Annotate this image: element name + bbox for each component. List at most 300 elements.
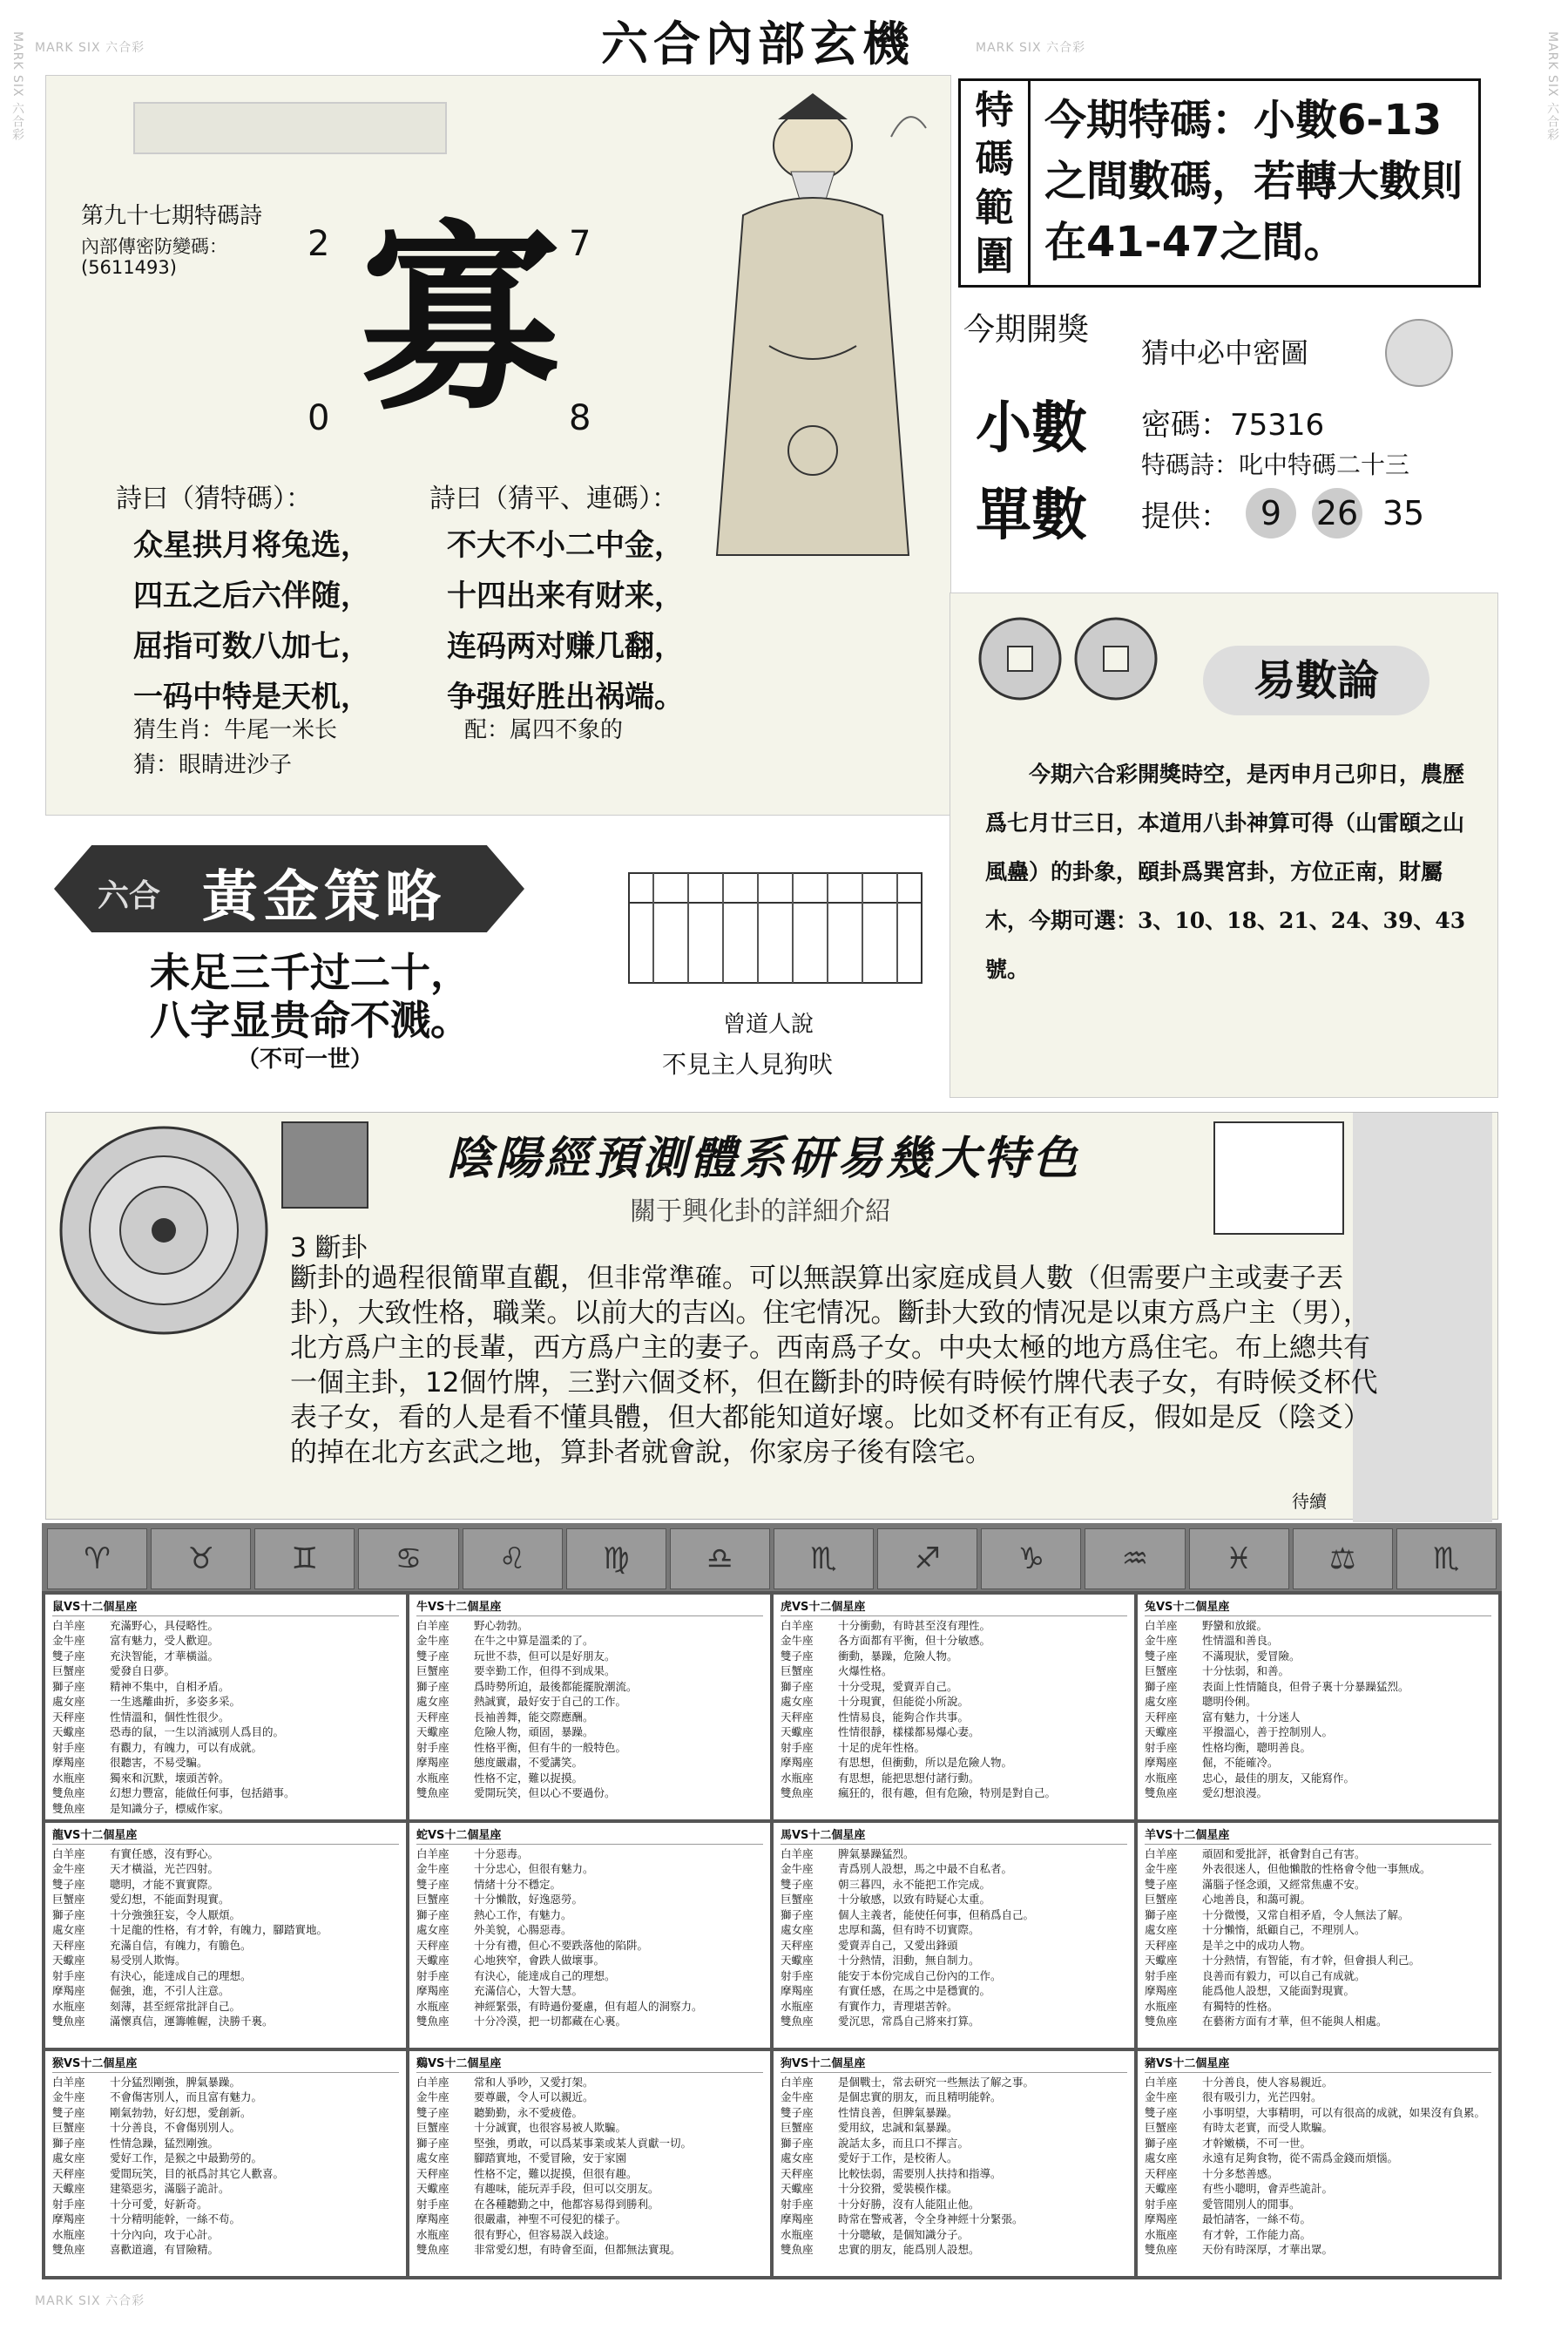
sign-text: 外美貌，心腸惡毒。 [474, 1923, 572, 1936]
sign-row [52, 2120, 399, 2136]
label-char: 圍 [975, 234, 1014, 279]
sign-name: 巨蟹座 [416, 1893, 449, 1906]
sign-row [416, 1861, 763, 1877]
sign-name: 天秤座 [416, 1710, 449, 1724]
sign-name: 摩羯座 [781, 1756, 814, 1769]
sign-name: 處女座 [52, 1923, 85, 1936]
sign-name: 射手座 [781, 1740, 814, 1754]
sign-name: 雙子座 [781, 1877, 814, 1891]
poem-panel [45, 75, 951, 816]
sign-name: 摩羯座 [1145, 1756, 1178, 1769]
sign-text: 充滿信心，大智大慧。 [474, 1984, 584, 1997]
sign-name: 天秤座 [781, 2166, 814, 2180]
sign-text: 神經緊張，有時過份憂慮，但有超人的洞察力。 [474, 1999, 703, 2013]
zodiac-cell [774, 2051, 1134, 2276]
sign-name: 白羊座 [52, 1846, 85, 1860]
sign-name: 雙魚座 [1145, 1786, 1178, 1799]
sign-name: 獅子座 [416, 1907, 449, 1921]
guess-zodiac: 猜生肖：牛尾一米长 [133, 717, 338, 743]
coins-icon [968, 602, 1194, 715]
provide-label: 提供： [1141, 498, 1230, 534]
sign-name: 獅子座 [416, 2136, 449, 2150]
sign-row [52, 1755, 399, 1771]
sign-text: 性情溫和善良。 [1202, 1634, 1279, 1647]
sign-name: 天秤座 [52, 1710, 85, 1724]
zodiac-cell [409, 2051, 770, 2276]
sign-name: 天蠍座 [1145, 1954, 1178, 1967]
sign-text: 十分微慢，又常自相矛盾，令人無法了解。 [1202, 1907, 1409, 1921]
sign-name: 獅子座 [52, 1679, 85, 1693]
sign-text: 良善而有毅力，可以自己有成就。 [1202, 1968, 1366, 1982]
sign-name: 金牛座 [416, 1634, 449, 1647]
sign-text: 十分受現，愛賣弄自己。 [838, 1679, 958, 1693]
sign-name: 天蠍座 [52, 1725, 85, 1738]
left-poem-heading: 詩曰（猜特碼）： [116, 484, 312, 514]
sign-name: 天秤座 [416, 2166, 449, 2180]
sign-text: 在各種聽勤之中，他都容易得到勝利。 [474, 2197, 659, 2211]
left-poem-line: 众星拱月将兔选， [133, 528, 370, 563]
sign-text: 天份有時深厚，才華出眾。 [1202, 2243, 1334, 2256]
sign-text: 十分多愁善感。 [1202, 2166, 1279, 2180]
sign-name: 雙魚座 [52, 1801, 85, 1815]
sign-row [416, 1710, 763, 1725]
sign-text: 愛沉思，常爲自己將來打算。 [838, 2015, 980, 2028]
left-poem-line: 一码中特是天机， [133, 680, 370, 715]
sign-text: 愛好于工作，是校術人。 [838, 2151, 958, 2164]
sign-row [1145, 2197, 1491, 2212]
sign-row [781, 1710, 1127, 1725]
number-ball: 26 [1312, 488, 1362, 538]
sign-row [416, 2120, 763, 2136]
sign-row [781, 2136, 1127, 2151]
sign-name: 射手座 [1145, 2197, 1178, 2211]
sign-row [1145, 2181, 1491, 2197]
right-poem-line: 争强好胜出祸端。 [447, 680, 684, 715]
sign-text: 情緒十分不穩定。 [474, 1877, 562, 1891]
right-poem-line: 不大不小二中金， [447, 528, 684, 563]
sign-name: 獅子座 [1145, 1679, 1178, 1693]
sign-text: 充決智能，才華橫溢。 [110, 1649, 220, 1663]
sign-text: 愛發自日夢。 [110, 1664, 176, 1677]
gold-line-3: （不可一世） [237, 1046, 374, 1073]
sign-row [52, 1938, 399, 1954]
sign-name: 天蠍座 [781, 1725, 814, 1738]
sign-row [52, 1983, 399, 1999]
sign-text: 不會傷害別人，而且富有魅力。 [110, 2090, 263, 2103]
sign-row [52, 1877, 399, 1893]
sign-name: 巨蟹座 [781, 1893, 814, 1906]
sign-row [781, 2227, 1127, 2243]
sign-name: 水瓶座 [781, 1771, 814, 1785]
cell-title: 龍VS十二個星座 [52, 1828, 399, 1845]
sign-name: 天蠍座 [1145, 2182, 1178, 2195]
gold-panel [45, 845, 533, 1080]
sign-row [416, 1892, 763, 1907]
sign-row [52, 1968, 399, 1984]
sign-text: 喜歡道適，有冒險精。 [110, 2243, 220, 2256]
feature-panel [45, 1112, 1498, 1520]
sign-name: 巨蟹座 [52, 1664, 85, 1677]
sign-text: 十分敏感，以致有時疑心太重。 [838, 1893, 991, 1906]
sign-row [781, 1618, 1127, 1634]
sign-name: 雙子座 [781, 2105, 814, 2119]
odd-even-label: 單數 [976, 483, 1087, 548]
sign-row [781, 1999, 1127, 2015]
sign-text: 有實作力，青理堪苦幹。 [838, 1999, 958, 2013]
tiger-icon: ♊ [254, 1528, 355, 1589]
guess-extra: 猜：眼睛进沙子 [133, 752, 293, 778]
watermark-top-left: MARK SIX 六合彩 [35, 41, 145, 55]
sign-name: 處女座 [416, 2151, 449, 2164]
sign-name: 處女座 [781, 1923, 814, 1936]
sign-text: 熱心工作，有魅力。 [474, 1907, 572, 1921]
sign-name: 處女座 [52, 2151, 85, 2164]
secret-label: 內部傳密防變碼： [81, 236, 227, 257]
sign-text: 有思想，但衝動，所以是危險人物。 [838, 1756, 1013, 1769]
sign-name: 天蠍座 [781, 1954, 814, 1967]
sign-row [416, 1724, 763, 1740]
sign-name: 巨蟹座 [1145, 1664, 1178, 1677]
rabbit-icon: ♋ [358, 1528, 458, 1589]
sign-row [416, 2211, 763, 2227]
sign-row [416, 2105, 763, 2121]
sign-name: 白羊座 [416, 1846, 449, 1860]
sign-name: 天蠍座 [416, 1725, 449, 1738]
sign-name: 射手座 [52, 1740, 85, 1754]
sign-name: 金牛座 [416, 1862, 449, 1875]
saying-panel [610, 871, 941, 1080]
sign-text: 堅強，勇敢，可以爲某事業或某人貢獻一切。 [474, 2136, 693, 2150]
sign-text: 瘋狂的，很有趣，但有危險，特別是對自己。 [838, 1786, 1057, 1799]
sign-row [416, 2151, 763, 2166]
sign-name: 射手座 [781, 1968, 814, 1982]
sign-row [52, 1953, 399, 1968]
sign-row [416, 2075, 763, 2090]
sign-text: 很嚴肅，神聖不可侵犯的樣子。 [474, 2212, 627, 2225]
sign-text: 很有野心，但容易誤入歧途。 [474, 2227, 616, 2241]
sign-text: 性情很靜，樣樣都易爆心妻。 [838, 1725, 980, 1738]
sign-name: 摩羯座 [1145, 2212, 1178, 2225]
sign-text: 表面上性情隨良，但骨子裏十分暴躁猛烈。 [1202, 1679, 1409, 1693]
sign-text: 十分精明能幹，一絲不苟。 [110, 2212, 241, 2225]
sign-row [416, 2090, 763, 2105]
sign-name: 金牛座 [52, 2090, 85, 2103]
sign-text: 十分惡毒。 [474, 1846, 529, 1860]
sign-text: 愛賣弄自己，又愛出鋒頭 [838, 1938, 958, 1952]
poem-row [1141, 446, 1409, 481]
sign-name: 白羊座 [1145, 2075, 1178, 2089]
cell-title: 鷄VS十二個星座 [416, 2056, 763, 2073]
sign-name: 雙子座 [52, 2105, 85, 2119]
sign-name: 水瓶座 [52, 1999, 85, 2013]
sign-row [416, 1663, 763, 1679]
sign-text: 是知識分子，標威作家。 [110, 1801, 230, 1815]
sign-row [52, 2075, 399, 2090]
sign-text: 充滿自信，有魄力，有膽色。 [110, 1938, 252, 1952]
zodiac-cell [1138, 1823, 1498, 2048]
sign-text: 一生逃離曲折，多姿多采。 [110, 1695, 241, 1708]
sign-text: 是個戰士，常去研究一些無法了解之事。 [838, 2075, 1035, 2089]
sign-text: 滿懷真信，運籌帷幄，決勝千裏。 [110, 2015, 274, 2028]
sign-text: 十分內向，攻于心計。 [110, 2227, 220, 2241]
guess-title: 猜中必中密圖 [1141, 336, 1309, 369]
sign-text: 性格不定，難以捉摸，但很有趣。 [474, 2166, 638, 2180]
gold-title: 黃金策略 [202, 864, 446, 930]
abacus-image [627, 871, 923, 985]
cell-title: 兔VS十二個星座 [1145, 1600, 1491, 1616]
sign-row [1145, 2105, 1491, 2121]
zodiac-cell [45, 2051, 406, 2276]
sign-text: 十分有禮，但心不要跌落他的陷阱。 [474, 1938, 649, 1952]
sign-row [1145, 1785, 1491, 1801]
sign-text: 十分聰敏，是個知識分子。 [838, 2227, 970, 2241]
sign-name: 巨蟹座 [416, 2121, 449, 2134]
sign-name: 獅子座 [781, 1679, 814, 1693]
poem-value: 叱中特碼二十三 [1239, 450, 1410, 479]
sign-name: 雙魚座 [1145, 2015, 1178, 2028]
sign-name: 天蠍座 [52, 1954, 85, 1967]
sign-name: 白羊座 [416, 1618, 449, 1632]
sign-name: 摩羯座 [416, 1756, 449, 1769]
solar-diagram-image [1213, 1121, 1344, 1235]
sign-name: 射手座 [1145, 1968, 1178, 1982]
sign-name: 天蠍座 [416, 1954, 449, 1967]
sign-name: 雙魚座 [781, 1786, 814, 1799]
sign-name: 水瓶座 [781, 2227, 814, 2241]
sign-row [52, 1907, 399, 1923]
sign-row [52, 1771, 399, 1786]
sign-text: 心地狹窄，會跌人做壞事。 [474, 1954, 605, 1967]
sign-text: 野心勃勃。 [474, 1618, 529, 1632]
sign-name: 雙魚座 [416, 1786, 449, 1799]
watermark-top-right: MARK SIX 六合彩 [976, 41, 1086, 55]
sign-name: 白羊座 [781, 1618, 814, 1632]
sign-name: 摩羯座 [1145, 1984, 1178, 1997]
cell-title: 狗VS十二個星座 [781, 2056, 1127, 2073]
sign-row [1145, 1861, 1491, 1877]
sign-row [52, 1861, 399, 1877]
sign-name: 白羊座 [781, 2075, 814, 2089]
sign-text: 倔強，進，不引人注意。 [110, 1984, 230, 1997]
sign-row [416, 2166, 763, 2182]
sign-row [781, 1724, 1127, 1740]
sign-name: 水瓶座 [416, 1999, 449, 2013]
sign-name: 摩羯座 [52, 1984, 85, 1997]
sign-row [416, 1938, 763, 1954]
cell-title: 羊VS十二個星座 [1145, 1828, 1491, 1845]
sign-row [416, 1907, 763, 1923]
sign-text: 天才橫溢，光芒四射。 [110, 1862, 220, 1875]
sign-row [781, 1983, 1127, 1999]
watermark-left: MARK SIX 六合彩 [10, 31, 24, 142]
rooster-icon: ♑ [981, 1528, 1081, 1589]
sign-text: 恐毒的鼠，一生以消滅別人爲目的。 [110, 1725, 285, 1738]
sign-text: 充滿野心，具侵略性。 [110, 1618, 220, 1632]
sign-name: 獅子座 [52, 1907, 85, 1921]
sign-row [781, 2014, 1127, 2029]
sign-row [1145, 1968, 1491, 1984]
dragon-icon: ♌ [463, 1528, 563, 1589]
sign-text: 性情急躁，猛烈剛強。 [110, 2136, 220, 2150]
sign-row [1145, 2090, 1491, 2105]
sign-name: 天蠍座 [416, 2182, 449, 2195]
banner-graphic [133, 102, 447, 154]
sign-row [1145, 2151, 1491, 2166]
sign-text: 性情易良，能夠合作共事。 [838, 1710, 970, 1724]
sign-name: 金牛座 [781, 1862, 814, 1875]
scorpion-icon: ♏ [1396, 1528, 1497, 1589]
sign-row [1145, 1846, 1491, 1862]
special-range-label [961, 81, 1031, 285]
feature-section: 3 斷卦 [290, 1233, 368, 1263]
sign-text: 易受別人欺悔。 [110, 1954, 186, 1967]
sign-row [1145, 1649, 1491, 1664]
sign-name: 雙魚座 [416, 2015, 449, 2028]
sign-name: 白羊座 [52, 1618, 85, 1632]
sign-name: 巨蟹座 [781, 1664, 814, 1677]
cell-title: 猴VS十二個星座 [52, 2056, 399, 2073]
sign-name: 金牛座 [416, 2090, 449, 2103]
sign-name: 雙魚座 [52, 2243, 85, 2256]
special-range-text: 今期特碼：小數6-13之間數碼，若轉大數則在41-47之間。 [1044, 96, 1463, 267]
right-poem [447, 520, 684, 722]
sign-row [416, 1755, 763, 1771]
sign-name: 射手座 [52, 1968, 85, 1982]
right-poem-heading: 詩曰（猜平、連碼）： [429, 484, 678, 514]
sign-name: 金牛座 [781, 1634, 814, 1647]
sign-name: 射手座 [416, 1968, 449, 1982]
sign-row [1145, 2120, 1491, 2136]
cell-title: 牛VS十二個星座 [416, 1600, 763, 1616]
monkey-icon: ♐ [877, 1528, 977, 1589]
sign-text: 十分強強狂妄，令人厭煩。 [110, 1907, 241, 1921]
sign-text: 有決心，能達成自己的理想。 [110, 1968, 252, 1982]
sign-text: 心地善良，和藹可親。 [1202, 1893, 1312, 1906]
big-small-label: 小數 [976, 396, 1087, 461]
sign-text: 要幸勤工作，但得不到成果。 [474, 1664, 616, 1677]
sign-text: 平撥溫心，善于控制別人。 [1202, 1725, 1334, 1738]
sign-name: 摩羯座 [416, 2212, 449, 2225]
sign-text: 忠厚和藹，但有時不切實際。 [838, 1923, 980, 1936]
sign-text: 能爲他人設想，又能面對現實。 [1202, 1984, 1355, 1997]
cell-title: 豬VS十二個星座 [1145, 2056, 1491, 2073]
sign-row [1145, 1892, 1491, 1907]
sign-text: 愛幻想，不能面對現實。 [110, 1893, 230, 1906]
sign-row [781, 1679, 1127, 1695]
sign-name: 摩羯座 [781, 2212, 814, 2225]
zodiac-cell [774, 1823, 1134, 2048]
goat-icon: ♏ [774, 1528, 874, 1589]
guess-pair: 配：属四不象的 [464, 717, 624, 743]
sign-name: 雙魚座 [416, 2243, 449, 2256]
provide-row [1141, 488, 1429, 538]
sign-row [416, 1679, 763, 1695]
sign-text: 時常在警戒著，令全身神經十分緊張。 [838, 2212, 1024, 2225]
sign-name: 水瓶座 [781, 1999, 814, 2013]
sign-name: 獅子座 [1145, 2136, 1178, 2150]
sign-row [1145, 1922, 1491, 1938]
sign-name: 天秤座 [416, 1938, 449, 1952]
sign-row [781, 2211, 1127, 2227]
sign-name: 水瓶座 [1145, 1999, 1178, 2013]
sign-row [52, 2242, 399, 2258]
sign-name: 金牛座 [1145, 1634, 1178, 1647]
feature-subtitle: 關于興化卦的詳細介紹 [630, 1196, 891, 1227]
sign-row [416, 1740, 763, 1756]
sign-row [52, 1710, 399, 1725]
code-row [1141, 401, 1324, 444]
sign-row [416, 2197, 763, 2212]
sign-name: 雙魚座 [781, 2015, 814, 2028]
sign-text: 聽勤勤，永不愛疲倦。 [474, 2105, 584, 2119]
sign-row [52, 1618, 399, 1634]
sign-row [1145, 1771, 1491, 1786]
watermark-right: MARK SIX 六合彩 [1545, 31, 1559, 142]
sign-name: 水瓶座 [1145, 2227, 1178, 2241]
sign-name: 金牛座 [1145, 1862, 1178, 1875]
sign-text: 在牛之中算是溫柔的了。 [474, 1634, 594, 1647]
pig-icon: ♓ [1189, 1528, 1289, 1589]
sign-row [416, 2242, 763, 2258]
sign-name: 天秤座 [52, 1938, 85, 1952]
thumbnail-image [281, 1121, 368, 1209]
sign-row [416, 1618, 763, 1634]
sign-name: 處女座 [1145, 1923, 1178, 1936]
saying-text: 不見主人見狗吠 [662, 1050, 834, 1079]
sign-text: 倔，不能確冷。 [1202, 1756, 1279, 1769]
sign-row [1145, 1755, 1491, 1771]
sign-name: 雙子座 [416, 2105, 449, 2119]
sign-row [52, 1663, 399, 1679]
feature-headline: 陰陽經預測體系研易幾大特色 [447, 1132, 1082, 1185]
sign-row [416, 1877, 763, 1893]
sign-name: 天秤座 [781, 1938, 814, 1952]
sign-name: 水瓶座 [1145, 1771, 1178, 1785]
sign-row [416, 1953, 763, 1968]
sign-row [781, 1694, 1127, 1710]
sign-text: 野蠻和放縱。 [1202, 1618, 1268, 1632]
issue-title: 第九十七期特碼詩 [81, 203, 263, 229]
sign-text: 有觀力，有魄力，可以有成就。 [110, 1740, 263, 1754]
sign-row [1145, 2227, 1491, 2243]
number-bottom-right: 8 [569, 398, 591, 438]
sign-row [416, 2014, 763, 2029]
sign-name: 雙子座 [52, 1877, 85, 1891]
gold-brand: 六合 [98, 878, 161, 914]
sign-text: 十足龍的性格，有才幹，有魄力，腳踏實地。 [110, 1923, 328, 1936]
sign-text: 精神不集中，自相矛盾。 [110, 1679, 230, 1693]
sign-row [1145, 1694, 1491, 1710]
sign-name: 雙子座 [1145, 2105, 1178, 2119]
sign-row [781, 1633, 1127, 1649]
sign-row [52, 2197, 399, 2212]
sign-name: 雙子座 [1145, 1649, 1178, 1663]
sign-name: 摩羯座 [52, 1756, 85, 1769]
sign-text: 各方面都有平衡，但十分敏感。 [838, 1634, 991, 1647]
sign-row [781, 1785, 1127, 1801]
sign-row [416, 1922, 763, 1938]
sign-text: 火爆性格。 [838, 1664, 893, 1677]
zodiac-cell [45, 1595, 406, 1819]
sign-name: 水瓶座 [416, 1771, 449, 1785]
sign-row [52, 2151, 399, 2166]
rat-icon: ♈ [47, 1528, 147, 1589]
sign-text: 個人主義者，能使任何事，但稍爲自己。 [838, 1907, 1035, 1921]
sign-row [1145, 1679, 1491, 1695]
zodiac-cell [1138, 1595, 1498, 1819]
yishu-panel [950, 593, 1498, 1098]
sign-text: 十分可愛，好新奇。 [110, 2197, 208, 2211]
